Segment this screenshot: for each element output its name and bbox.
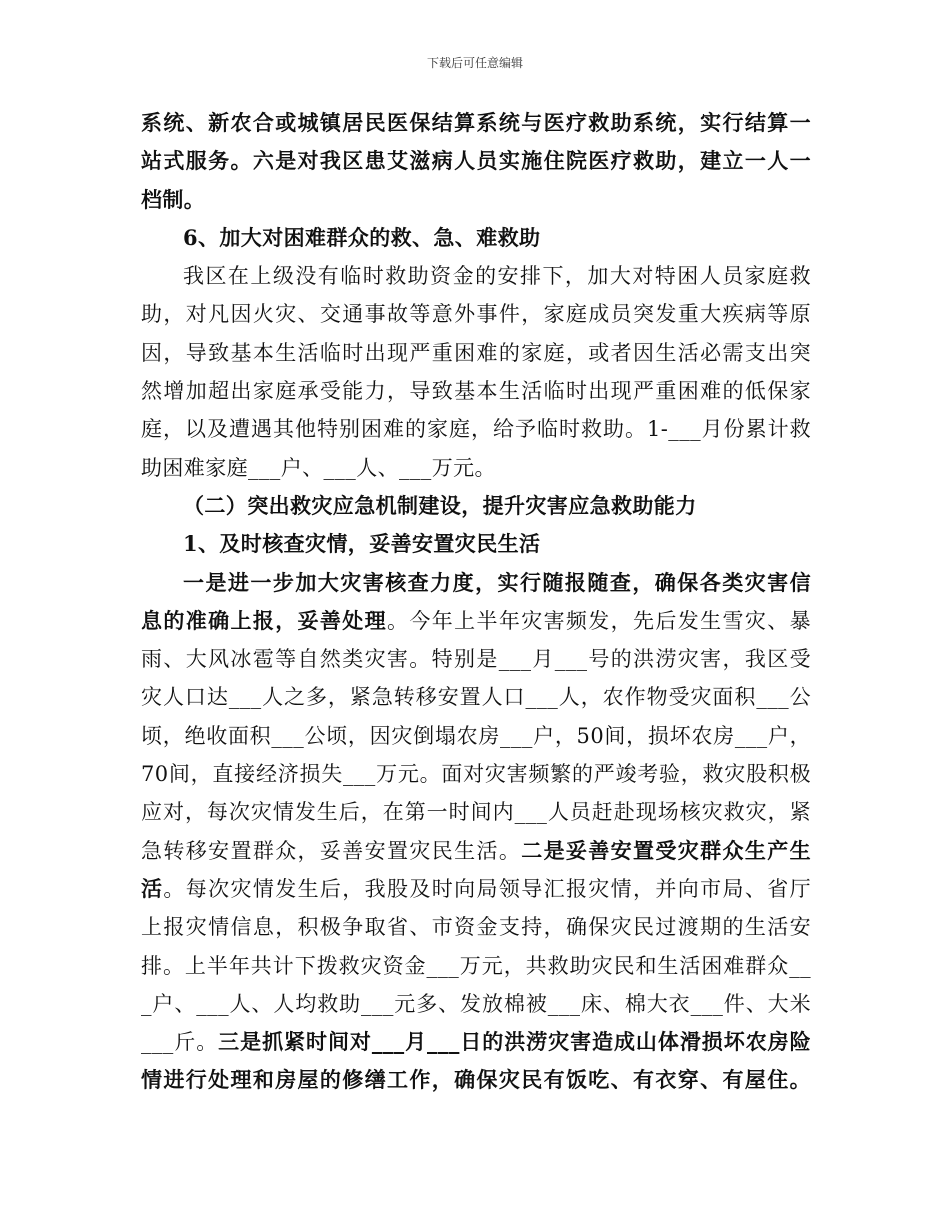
- text-line: 急转移安置群众，妥善安置灾民生活。二是妥善安置受灾群众生产生: [141, 837, 811, 863]
- text-line: 助困难家庭___户、___人、___万元。: [141, 455, 496, 480]
- text-line: 一是进一步加大灾害核查力度，实行随报随查，确保各类灾害信: [183, 569, 811, 595]
- text-line: （二）突出救灾应急机制建设，提升灾害应急救助能力: [183, 492, 697, 518]
- text-line: 活。每次灾情发生后，我股及时向局领导汇报灾情，并向市局、省厅: [141, 875, 811, 901]
- text-line: 档制。: [141, 186, 206, 212]
- document-body: [141, 104, 811, 1100]
- text-line: 庭，以及遭遇其他特别困难的家庭，给予临时救助。1-___月份累计救: [141, 417, 811, 442]
- text-line: 我区在上级没有临时救助资金的安排下，加大对特困人员家庭救: [183, 264, 811, 289]
- page-header: 下载后可任意编辑: [426, 56, 523, 70]
- text-line: 雨、大风冰雹等自然类灾害。特别是___月___号的洪涝灾害，我区受: [141, 647, 811, 672]
- text-line: 系统、新农合或城镇居民医保结算系统与医疗救助系统，实行结算一: [141, 110, 811, 135]
- text-line: 助，对凡因火灾、交通事故等意外事件，家庭成员突发重大疾病等原: [141, 302, 811, 327]
- text-line: 因，导致基本生活临时出现严重困难的家庭，或者因生活必需支出突: [141, 340, 811, 365]
- text-line: 顷，绝收面积___公顷，因灾倒塌农房___户，50间，损坏农房___户，: [141, 723, 811, 748]
- text-line: 情进行处理和房屋的修缮工作，确保灾民有饭吃、有衣穿、有屋住。: [141, 1067, 811, 1093]
- text-line: 站式服务。六是对我区患艾滋病人员实施住院医疗救助，建立一人一: [141, 148, 811, 174]
- text-line: 排。上半年共计下拨救灾资金___万元，共救助灾民和生活困难群众__: [141, 953, 811, 978]
- text-line: 灾人口达___人之多，紧急转移安置人口___人，农作物受灾面积___公: [141, 685, 811, 710]
- text-line: 上报灾情信息，积极争取省、市资金支持，确保灾民过渡期的生活安: [141, 915, 811, 940]
- text-line: 70间，直接经济损失___万元。面对灾害频繁的严竣考验，救灾股积极: [141, 762, 811, 787]
- text-line: 然增加超出家庭承受能力，导致基本生活临时出现严重困难的低保家: [141, 379, 811, 404]
- text-line: 应对，每次灾情发生后，在第一时间内___人员赶赴现场核灾救灾，紧: [141, 800, 811, 825]
- text-line: 息的准确上报，妥善处理。今年上半年灾害频发，先后发生雪灾、暴: [141, 607, 811, 633]
- text-line: 6、加大对困难群众的救、急、难救助: [183, 224, 541, 250]
- text-line: ___斤。三是抓紧时间对___月___日的洪涝灾害造成山体滑损坏农房险: [141, 1029, 811, 1055]
- text-line: _户、___人、人均救助___元多、发放棉被___床、棉大衣___件、大米: [141, 991, 811, 1016]
- text-line: 1、及时核查灾情，妥善安置灾民生活: [183, 531, 541, 557]
